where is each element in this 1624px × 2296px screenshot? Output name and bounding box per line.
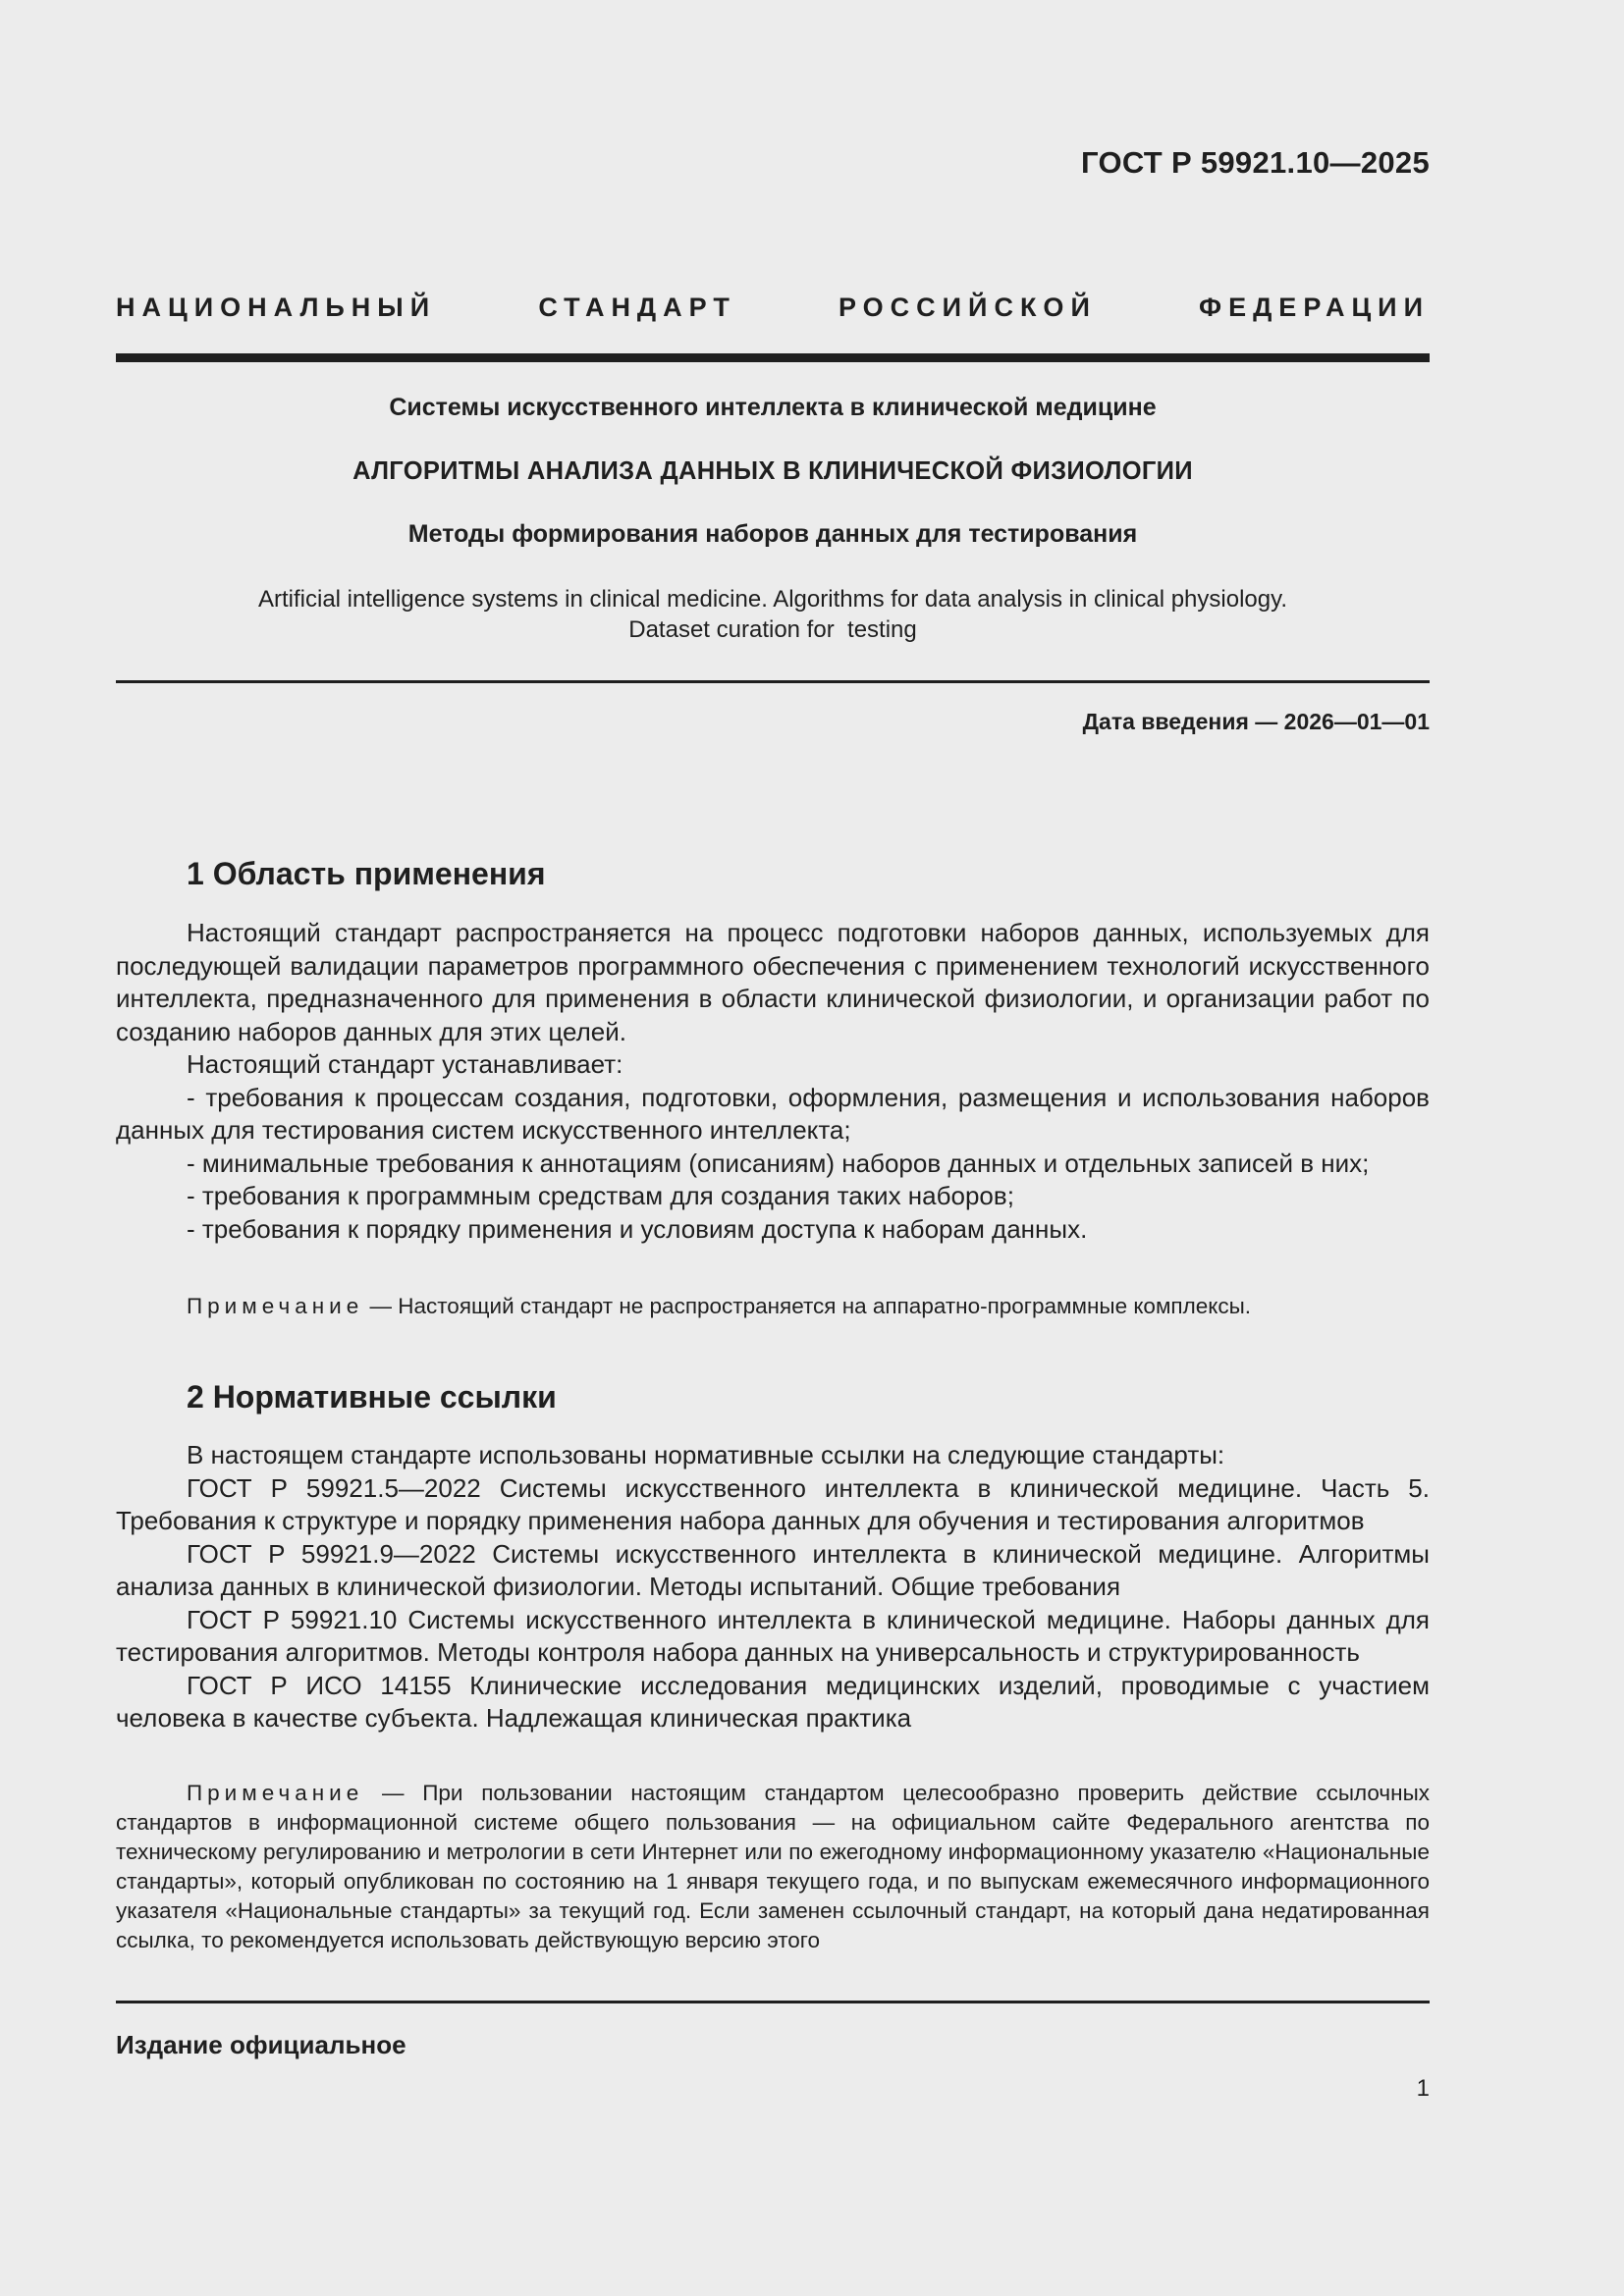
section-1-paragraph: Настоящий стандарт распространяется на процесс подготовки наборов данных, используемых для последующей валидации параметров программного обеспечения с применением технологий искусственного интеллекта, предназначенного для применения в области клинической физиологии, и организации работ по созданию наборов данных для этих целей.	[116, 918, 1430, 1046]
title-subtitle: Методы формирования наборов данных для тестирования	[407, 520, 1138, 548]
thick-divider	[116, 353, 1430, 362]
national-standard-banner: НАЦИОНАЛЬНЫЙ СТАНДАРТ РОССИЙСКОЙ ФЕДЕРАЦИИ	[116, 293, 1430, 322]
thin-divider-top	[116, 680, 1430, 683]
title-main: АЛГОРИТМЫ АНАЛИЗА ДАННЫХ В КЛИНИЧЕСКОЙ ФИЗИОЛОГИИ	[352, 457, 1193, 485]
reference-item: ГОСТ Р 59921.9—2022 Системы искусственного интеллекта в клинической медицине. Алгоритмы анализа данных в клинической физиологии. Методы испытаний. Общие требования	[116, 1538, 1430, 1601]
reference-item: ГОСТ Р 59921.10 Системы искусственного интеллекта в клинической медицине. Наборы данных для тестирования алгоритмов. Методы контроля набора данных на универсальность и структурированность	[116, 1604, 1430, 1667]
page-number: 1	[1416, 2075, 1430, 2102]
section-1-list-item: - минимальные требования к аннотациям (описаниям) наборов данных и отдельных записей в них;	[187, 1148, 1370, 1178]
note-label: Примечание	[187, 1781, 364, 1805]
note-label: Примечание	[187, 1294, 364, 1318]
document-number: ГОСТ Р 59921.10—2025	[1081, 145, 1430, 180]
title-english	[116, 584, 1430, 645]
section-2-paragraph: В настоящем стандарте использованы нормативные ссылки на следующие стандарты:	[187, 1440, 1225, 1469]
introduction-date: Дата введения — 2026—01—01	[1082, 709, 1430, 734]
section-2-heading: 2 Нормативные ссылки	[187, 1379, 557, 1415]
section-1-list-item: - требования к порядку применения и условиям доступа к наборам данных.	[187, 1213, 1088, 1244]
section-1-paragraph: Настоящий стандарт устанавливает:	[187, 1049, 623, 1079]
reference-item: ГОСТ Р ИСО 14155 Клинические исследования медицинских изделий, проводимые с участием человека в качестве субъекта. Надлежащая клиническая практика	[116, 1670, 1430, 1733]
thin-divider-bottom	[116, 2001, 1430, 2003]
section-2-note	[116, 1779, 1430, 1955]
official-edition-label: Издание официальное	[116, 2030, 406, 2059]
section-2-body	[116, 1439, 1430, 1735]
section-1-note	[116, 1292, 1430, 1321]
section-1-list-item: - требования к программным средствам для создания таких наборов;	[187, 1181, 1014, 1210]
section-1-body	[116, 917, 1430, 1246]
section-1-list-item: - требования к процессам создания, подготовки, оформления, размещения и использования наборов данных для тестирования систем искусственного интеллекта;	[116, 1082, 1430, 1145]
section-1-heading: 1 Область применения	[187, 856, 546, 891]
title-english-line2: Dataset curation for testing	[628, 616, 917, 643]
reference-item: ГОСТ Р 59921.5—2022 Системы искусственного интеллекта в клинической медицине. Часть 5. Требования к структуре и порядку применения набора данных для обучения и тестирования алгоритмов	[116, 1472, 1430, 1535]
title-series: Системы искусственного интеллекта в клинической медицине	[389, 394, 1157, 421]
note-text: — Настоящий стандарт не распространяется на аппаратно-программные комплексы.	[363, 1294, 1252, 1318]
title-english-line1: Artificial intelligence systems in clinical medicine. Algorithms for data analysis in clinical physiology.	[258, 586, 1287, 613]
note-text: — При пользовании настоящим стандартом целесообразно проверить действие ссылочных стандартов в информационной системе общего пользования — на официальном сайте Федерального агентства по техническому регулированию и метрологии в сети Интернет или по ежегодному информационному указателю «Национальные стандарты», который опубликован по состоянию на 1 января текущего года, и по выпускам ежемесячного информационного указателя «Национальные стандарты» за текущий год. Если заменен ссылочный стандарт, на который дана недатированная ссылка, то рекомендуется использовать действующую версию этого	[116, 1781, 1430, 1952]
